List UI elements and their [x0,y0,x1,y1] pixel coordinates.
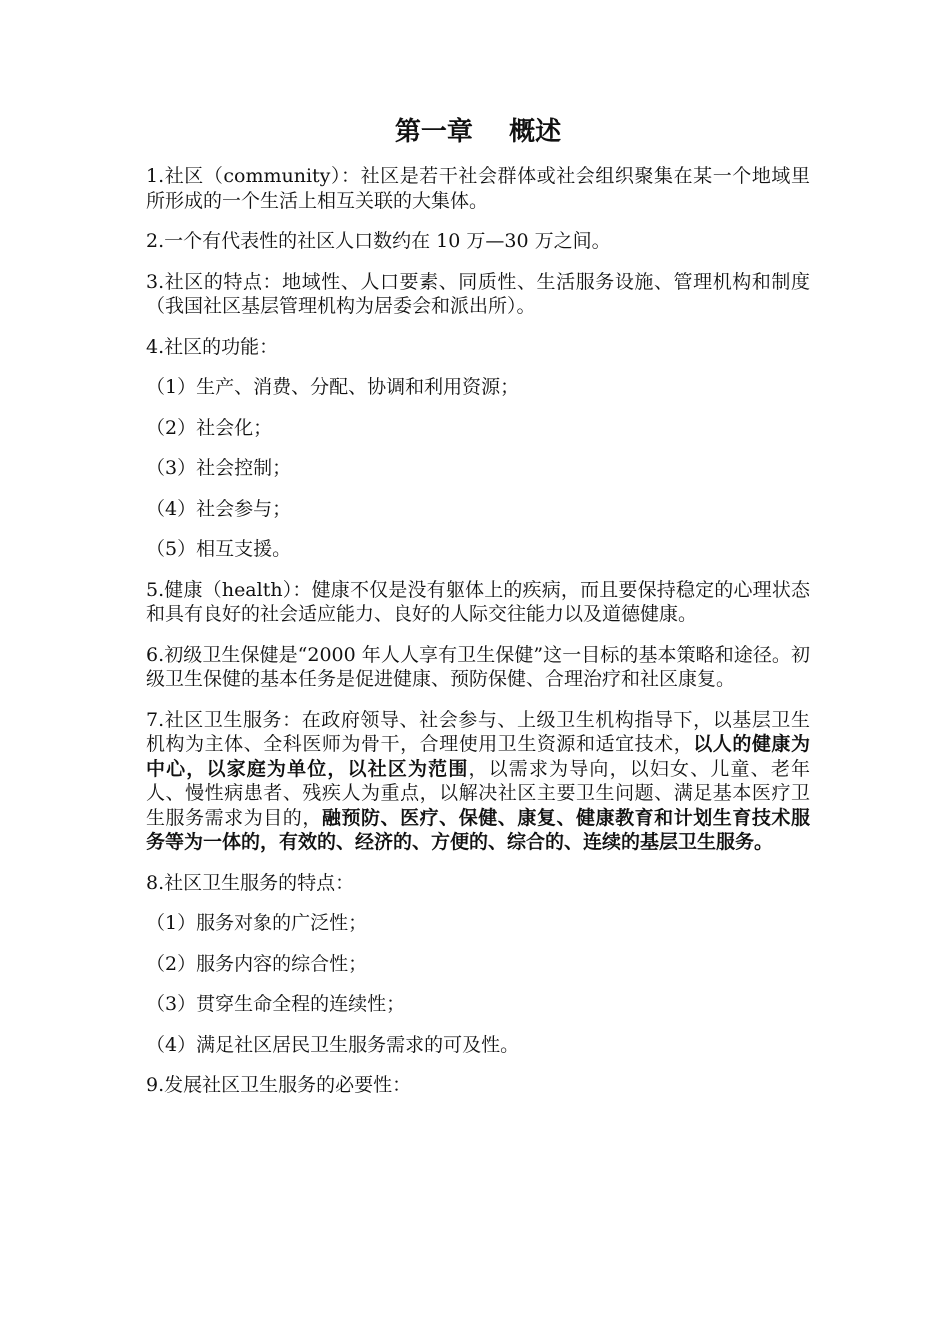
text-run: 7.社区卫生服务：在政府领导、社会参与、上级卫生机构指导下，以基层卫生机构为主体、全科医师为骨干，合理使用卫生资源和适宜技术， [146,708,810,755]
paragraph-community-functions: 4.社区的功能： [146,335,279,358]
list-item: （3）贯穿生命全程的连续性； [146,993,406,1015]
paragraph-necessity: 9.发展社区卫生服务的必要性： [146,1074,412,1096]
list-item: （4）社会参与； [146,497,292,520]
list-item: （1）服务对象的广泛性； [146,912,368,934]
text-run: ，以需求为导向，以妇女、儿童、老年人、慢性病患者、残疾人为重点，以解决社区主要卫生问题、满足基本医疗卫生服务需求为目的， [146,757,810,829]
paragraph-service-features: 8.社区卫生服务的特点： [146,871,355,894]
list-item: （2）社会化； [146,416,273,439]
paragraph-population: 2.一个有代表性的社区人口数约在 10 万—30 万之间。 [146,230,611,252]
bold-text-run: 以人的健康为中心，以家庭为单位，以社区为范围 [146,733,810,780]
paragraph-community-definition: 1.社区（community）：社区是若干社会群体或社会组织聚集在某一个地域里所形成的一个生活上相互关联的大集体。 [146,165,810,212]
document-page [146,112,810,1114]
paragraph-health-definition: 5.健康（health）：健康不仅是没有躯体上的疾病，而且要保持稳定的心理状态和具有良好的社会适应能力、良好的人际交往能力以及道德健康。 [146,578,810,625]
list-item: （1）生产、消费、分配、协调和利用资源； [146,376,520,398]
paragraph-primary-care: 6.初级卫生保健是“2000 年人人享有卫生保健”这一目标的基本策略和途径。初级卫生保健的基本任务是促进健康、预防保健、合理治疗和社区康复。 [146,643,810,690]
paragraph-community-health-service [146,708,810,855]
list-item: （5）相互支援。 [146,538,292,560]
list-item: （3）社会控制； [146,457,292,479]
bold-text-run: 融预防、医疗、保健、康复、健康教育和计划生育技术服务等为一体的，有效的、经济的、方便的、综合的、连续的基层卫生服务。 [146,806,810,853]
list-item: （2）服务内容的综合性； [146,952,368,975]
chapter-title: 第一章 概述 [394,117,562,147]
paragraph-community-features: 3.社区的特点：地域性、人口要素、同质性、生活服务设施、管理机构和制度（我国社区基层管理机构为居委会和派出所）。 [146,270,810,317]
list-item: （4）满足社区居民卫生服务需求的可及性。 [146,1033,520,1056]
